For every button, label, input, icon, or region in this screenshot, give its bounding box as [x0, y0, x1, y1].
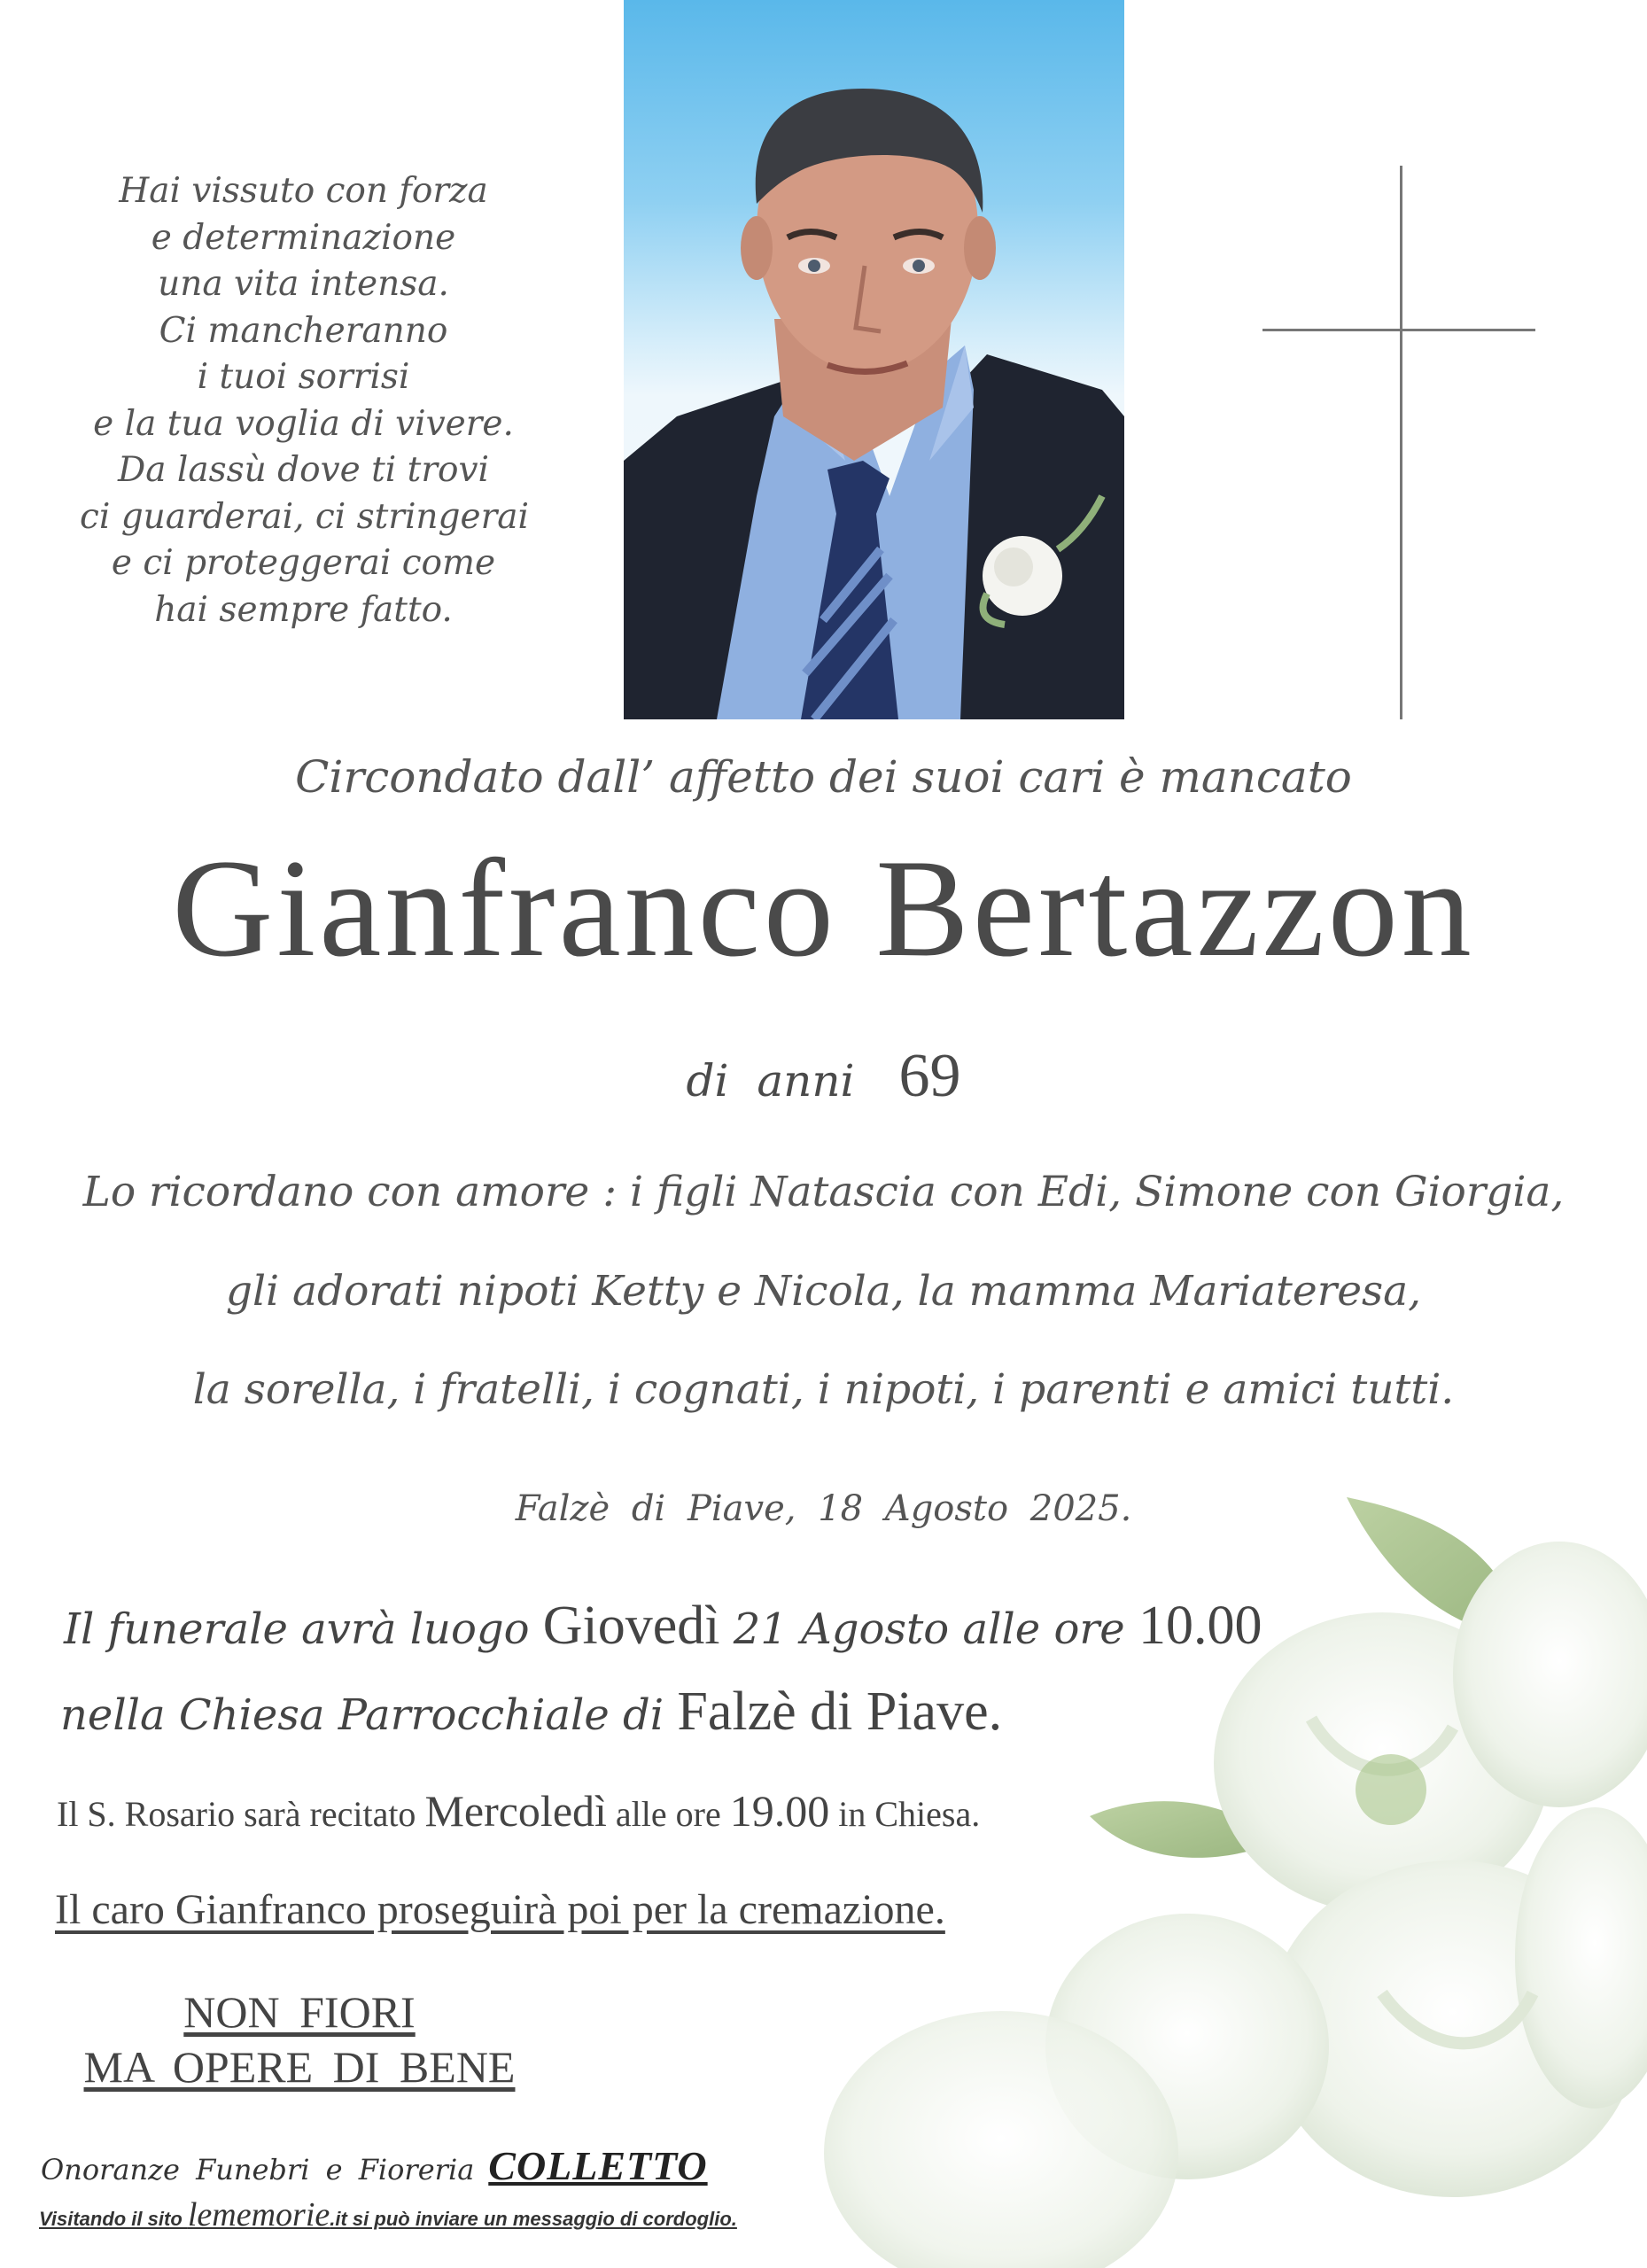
poem-line: una vita intensa. [158, 264, 449, 304]
intro-text: Circondato dall’ affetto dei suoi cari è mancato [295, 751, 1352, 803]
place-date: Falzè di Piave, 18 Agosto 2025. [515, 1488, 1132, 1529]
condolence-site-note [39, 2195, 737, 2234]
funeral-time: 10.00 [1138, 1596, 1262, 1656]
funeral-line-2 [60, 1681, 1002, 1744]
funeral-text: nella Chiesa Parrocchiale di [60, 1690, 678, 1740]
age-line [0, 1041, 1647, 1112]
funeral-day: Giovedì [542, 1596, 720, 1656]
agency-brand: COLLETTO [488, 2143, 708, 2188]
mourners-line: Lo ricordano con amore : i figli Natascia con Edi, Simone con Giorgia, [82, 1168, 1565, 1216]
portrait-illustration [624, 0, 1124, 719]
no-flowers-line: MA OPERE DI BENE [83, 2042, 516, 2092]
age-value: 69 [898, 1042, 961, 1110]
rosary-line [57, 1785, 980, 1837]
rosary-text: alle ore [606, 1794, 730, 1834]
poem-line: e la tua voglia di vivere. [93, 403, 514, 444]
memorial-poem [80, 168, 527, 633]
funeral-agency [41, 2142, 708, 2189]
poem-line: e determinazione [151, 217, 456, 258]
no-flowers-line: NON FIORI [183, 1987, 416, 2037]
poem-line: e ci proteggerai come [111, 543, 496, 583]
poem-line: i tuoi sorrisi [197, 357, 410, 397]
site-domain: lememorie [187, 2196, 330, 2233]
funeral-place: Falzè di Piave. [677, 1682, 1003, 1742]
no-flowers-note [60, 1984, 539, 2094]
rosary-text: in Chiesa. [829, 1794, 981, 1834]
poem-line: ci guarderai, ci stringerai [80, 496, 529, 537]
rosary-day: Mercoledì [424, 1786, 607, 1836]
funeral-text: 21 Agosto alle ore [719, 1604, 1138, 1654]
portrait-photo [624, 0, 1124, 719]
age-label: di anni [686, 1055, 855, 1107]
cremation-note: Il caro Gianfranco proseguirà poi per la cremazione. [55, 1886, 945, 1933]
poem-line: Da lassù dove ti trovi [118, 450, 489, 490]
poem-line: Hai vissuto con forza [119, 171, 488, 211]
site-text: .it si può inviare un messaggio di cordoglio. [330, 2208, 737, 2230]
cross-vertical-bar [1400, 166, 1402, 719]
rosary-time: 19.00 [729, 1786, 830, 1836]
deceased-name: Gianfranco Bertazzon [172, 831, 1475, 986]
mourners-line: gli adorati nipoti Ketty e Nicola, la mamma Mariateresa, [225, 1267, 1422, 1316]
poem-line: Ci mancheranno [159, 310, 448, 351]
funeral-text: Il funerale avrà luogo [64, 1604, 543, 1654]
cross-horizontal-bar [1262, 329, 1535, 331]
poem-line: hai sempre fatto. [154, 589, 453, 630]
site-text: Visitando il sito [39, 2208, 188, 2230]
mourners-line: la sorella, i fratelli, i cognati, i nipoti, i parenti e amici tutti. [192, 1365, 1455, 1414]
funeral-line-1 [64, 1595, 1262, 1658]
rosary-text: Il S. Rosario sarà recitato [57, 1794, 425, 1834]
agency-label: Onoranze Funebri e Fioreria [41, 2153, 475, 2186]
